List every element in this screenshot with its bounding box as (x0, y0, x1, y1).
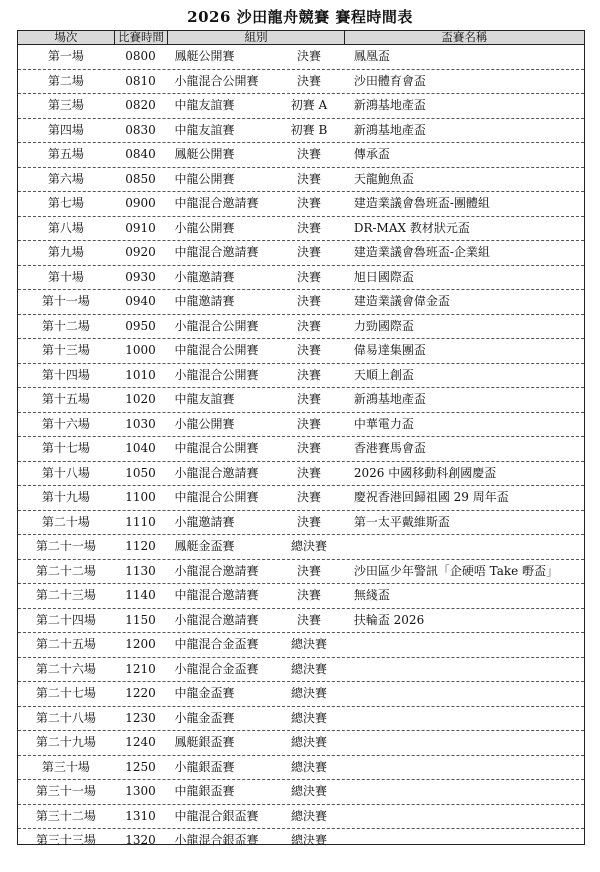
group-cell: 鳳艇銀盃賽 (174, 735, 235, 749)
table-row (18, 805, 584, 830)
stage-cell: 決賽 (296, 588, 321, 602)
table-row (18, 364, 584, 389)
time-cell: 0920 (125, 245, 156, 259)
time-cell: 1250 (125, 759, 156, 774)
stage-cell: 決賽 (296, 49, 321, 63)
time-cell: 1220 (125, 686, 156, 700)
time-cell: 1030 (125, 416, 156, 431)
time-cell: 0800 (125, 49, 156, 63)
time-cell: 1320 (125, 833, 156, 847)
table-row (18, 241, 584, 266)
round-cell: 第十八場 (41, 465, 90, 480)
trophy-cell: 扶輪盃 2026 (353, 612, 425, 627)
table-row (18, 266, 584, 291)
group-cell: 小龍混合邀請賽 (174, 563, 259, 578)
stage-cell: 初賽 B (290, 122, 328, 137)
trophy-cell: 偉易達集團盃 (353, 343, 426, 357)
stage-cell: 決賽 (296, 563, 321, 578)
stage-cell: 總決賽 (290, 686, 327, 700)
stage-cell: 決賽 (296, 612, 321, 627)
table-row (18, 682, 584, 707)
trophy-cell (344, 682, 584, 706)
stage-cell: 總決賽 (290, 833, 327, 847)
group-cell: 中龍友誼賽 (174, 392, 235, 406)
trophy-cell: 新鴻基地產盃 (353, 122, 426, 137)
trophy-cell: 新鴻基地產盃 (353, 98, 426, 112)
group-cell: 小龍混合邀請賽 (174, 612, 259, 627)
header-round: 場次 (54, 31, 78, 44)
stage-cell: 決賽 (296, 269, 321, 284)
round-cell: 第三十一場 (35, 784, 96, 798)
trophy-cell: 第一太平戴維斯盃 (353, 514, 450, 529)
round-cell: 第二十四場 (35, 612, 96, 627)
round-cell: 第十場 (47, 269, 84, 284)
time-cell: 1010 (125, 367, 156, 382)
time-cell: 0930 (125, 269, 156, 284)
group-cell: 中龍友誼賽 (174, 122, 235, 137)
round-cell: 第六場 (47, 171, 84, 186)
stage-cell: 決賽 (296, 343, 321, 357)
table-row (18, 388, 584, 413)
round-cell: 第八場 (47, 220, 84, 235)
trophy-cell: 傳承盃 (353, 147, 390, 161)
time-cell: 1140 (125, 588, 156, 602)
time-cell: 1230 (125, 710, 156, 725)
round-cell: 第十九場 (41, 490, 90, 504)
time-cell: 0940 (125, 294, 156, 308)
table-row (18, 94, 584, 119)
trophy-cell: 力勁國際盃 (353, 318, 414, 333)
stage-cell: 決賽 (296, 514, 321, 529)
group-cell: 中龍邀請賽 (174, 294, 235, 308)
trophy-cell: 旭日國際盃 (353, 269, 414, 284)
trophy-cell: 慶祝香港回歸祖國 29 周年盃 (353, 490, 509, 504)
group-cell: 中龍混合邀請賽 (174, 196, 259, 210)
header-time: 比賽時間 (114, 31, 168, 44)
time-cell: 1150 (125, 612, 156, 627)
table-body (18, 45, 584, 854)
header-group: 組別 (167, 31, 343, 44)
group-cell: 小龍銀盃賽 (174, 759, 235, 774)
trophy-cell: DR-MAX 教材狀元盃 (353, 220, 470, 235)
trophy-cell (344, 535, 584, 559)
round-cell: 第四場 (47, 122, 84, 137)
time-cell: 1050 (125, 465, 156, 480)
stage-cell: 決賽 (296, 220, 321, 235)
group-cell: 小龍公開賽 (174, 220, 235, 235)
trophy-cell: 沙田體育會盃 (353, 73, 426, 88)
round-cell: 第十三場 (41, 343, 90, 357)
trophy-cell (344, 829, 584, 854)
trophy-cell: 新鴻基地產盃 (353, 392, 426, 406)
time-cell: 1000 (125, 343, 156, 357)
table-row (18, 192, 584, 217)
trophy-cell: 鳳凰盃 (353, 49, 390, 63)
stage-cell: 總決賽 (290, 637, 327, 651)
round-cell: 第二十五場 (35, 637, 96, 651)
group-cell: 小龍混合公開賽 (174, 318, 259, 333)
group-cell: 小龍邀請賽 (174, 514, 235, 529)
round-cell: 第三十場 (41, 759, 90, 774)
trophy-cell: 沙田區少年警訊「企硬唔 Take 嘢盃」 (353, 563, 559, 578)
time-cell: 0820 (125, 98, 156, 112)
trophy-cell (344, 633, 584, 657)
table-row (18, 535, 584, 560)
table-row (18, 437, 584, 462)
trophy-cell: 天順上創盃 (353, 367, 414, 382)
trophy-cell: 香港賽馬會盃 (353, 441, 426, 455)
round-cell: 第五場 (47, 147, 84, 161)
time-cell: 1020 (125, 392, 156, 406)
group-cell: 鳳艇金盃賽 (174, 539, 235, 553)
stage-cell: 決賽 (296, 196, 321, 210)
table-row (18, 511, 584, 536)
trophy-cell: 建造業議會偉金盃 (353, 294, 450, 308)
schedule-table (17, 30, 585, 845)
table-row (18, 560, 584, 585)
group-cell: 小龍邀請賽 (174, 269, 235, 284)
table-row (18, 780, 584, 805)
table-row (18, 168, 584, 193)
time-cell: 1040 (125, 441, 156, 455)
group-cell: 中龍混合公開賽 (174, 343, 259, 357)
group-cell: 小龍混合公開賽 (174, 73, 259, 88)
trophy-cell: 天龍鮑魚盃 (353, 171, 414, 186)
group-cell: 鳳艇公開賽 (174, 147, 235, 161)
stage-cell: 決賽 (296, 465, 321, 480)
round-cell: 第二十九場 (35, 735, 96, 749)
group-cell: 中龍混合邀請賽 (174, 588, 259, 602)
trophy-cell: 中華電力盃 (353, 416, 414, 431)
table-row (18, 119, 584, 144)
round-cell: 第十二場 (41, 318, 90, 333)
round-cell: 第二十七場 (35, 686, 96, 700)
group-cell: 小龍混合金盃賽 (174, 661, 259, 676)
stage-cell: 總決賽 (290, 808, 327, 823)
time-cell: 0900 (125, 196, 156, 210)
group-cell: 小龍混合邀請賽 (174, 465, 259, 480)
time-cell: 1120 (125, 539, 156, 553)
round-cell: 第九場 (47, 245, 84, 259)
round-cell: 第十七場 (41, 441, 90, 455)
group-cell: 中龍公開賽 (174, 171, 235, 186)
table-row (18, 413, 584, 438)
table-row (18, 70, 584, 95)
stage-cell: 決賽 (296, 490, 321, 504)
trophy-cell (344, 731, 584, 755)
stage-cell: 初賽 A (290, 98, 328, 112)
time-cell: 1200 (125, 637, 156, 651)
group-cell: 小龍金盃賽 (174, 710, 235, 725)
table-row (18, 829, 584, 854)
stage-cell: 總決賽 (290, 735, 327, 749)
round-cell: 第七場 (47, 196, 84, 210)
group-cell: 小龍混合銀盃賽 (174, 833, 259, 847)
header-trophy: 盃賽名稱 (344, 31, 584, 44)
round-cell: 第三十三場 (35, 833, 96, 847)
group-cell: 中龍友誼賽 (174, 98, 235, 112)
document-title: 2026 沙田龍舟競賽 賽程時間表 (187, 8, 413, 26)
group-cell: 中龍混合金盃賽 (174, 637, 259, 651)
group-cell: 中龍混合邀請賽 (174, 245, 259, 259)
stage-cell: 決賽 (296, 441, 321, 455)
time-cell: 0830 (125, 122, 156, 137)
time-cell: 1240 (125, 735, 156, 749)
table-row (18, 143, 584, 168)
stage-cell: 總決賽 (290, 661, 327, 676)
round-cell: 第二十一場 (35, 539, 96, 553)
table-row (18, 658, 584, 683)
round-cell: 第二場 (47, 73, 84, 88)
time-cell: 0850 (125, 171, 156, 186)
group-cell: 中龍銀盃賽 (174, 784, 235, 798)
time-cell: 1210 (125, 661, 156, 676)
time-cell: 1110 (125, 514, 156, 529)
stage-cell: 總決賽 (290, 539, 327, 553)
stage-cell: 總決賽 (290, 710, 327, 725)
round-cell: 第十六場 (41, 416, 90, 431)
round-cell: 第十五場 (41, 392, 90, 406)
time-cell: 1100 (125, 490, 156, 504)
table-row (18, 633, 584, 658)
table-row (18, 339, 584, 364)
table-row (18, 756, 584, 781)
trophy-cell (344, 658, 584, 682)
group-cell: 鳳艇公開賽 (174, 49, 235, 63)
trophy-cell: 無綫盃 (353, 588, 390, 602)
stage-cell: 決賽 (296, 147, 321, 161)
round-cell: 第二十二場 (35, 563, 96, 578)
trophy-cell (344, 780, 584, 804)
round-cell: 第十一場 (41, 294, 90, 308)
trophy-cell (344, 805, 584, 829)
round-cell: 第二十場 (41, 514, 90, 529)
stage-cell: 決賽 (296, 171, 321, 186)
table-row (18, 609, 584, 634)
time-cell: 1130 (125, 563, 156, 578)
table-row (18, 462, 584, 487)
round-cell: 第二十三場 (35, 588, 96, 602)
stage-cell: 決賽 (296, 318, 321, 333)
trophy-cell: 建造業議會魯班盃-團體組 (353, 196, 490, 210)
stage-cell: 決賽 (296, 73, 321, 88)
table-row (18, 45, 584, 70)
table-header (18, 31, 584, 45)
round-cell: 第三場 (47, 98, 84, 112)
table-row (18, 217, 584, 242)
time-cell: 0950 (125, 318, 156, 333)
time-cell: 0840 (125, 147, 156, 161)
trophy-cell: 建造業議會魯班盃-企業組 (353, 245, 490, 259)
group-cell: 中龍混合銀盃賽 (174, 808, 259, 823)
table-row (18, 707, 584, 732)
table-row (18, 584, 584, 609)
stage-cell: 總決賽 (290, 759, 327, 774)
trophy-cell (344, 707, 584, 731)
round-cell: 第二十八場 (35, 710, 96, 725)
table-row (18, 290, 584, 315)
stage-cell: 決賽 (296, 416, 321, 431)
group-cell: 中龍混合公開賽 (174, 441, 259, 455)
round-cell: 第三十二場 (35, 808, 96, 823)
stage-cell: 決賽 (296, 294, 321, 308)
table-row (18, 315, 584, 340)
round-cell: 第二十六場 (35, 661, 96, 676)
round-cell: 第一場 (47, 49, 84, 63)
group-cell: 中龍金盃賽 (174, 686, 235, 700)
group-cell: 小龍公開賽 (174, 416, 235, 431)
time-cell: 0810 (125, 73, 156, 88)
time-cell: 0910 (125, 220, 156, 235)
stage-cell: 決賽 (296, 367, 321, 382)
trophy-cell: 2026 中國移動科創國慶盃 (353, 465, 497, 480)
group-cell: 小龍混合公開賽 (174, 367, 259, 382)
time-cell: 1300 (125, 784, 156, 798)
stage-cell: 總決賽 (290, 784, 327, 798)
trophy-cell (344, 756, 584, 780)
stage-cell: 決賽 (296, 392, 321, 406)
group-cell: 中龍混合公開賽 (174, 490, 259, 504)
stage-cell: 決賽 (296, 245, 321, 259)
time-cell: 1310 (125, 808, 156, 823)
table-row (18, 731, 584, 756)
round-cell: 第十四場 (41, 367, 90, 382)
table-row (18, 486, 584, 511)
